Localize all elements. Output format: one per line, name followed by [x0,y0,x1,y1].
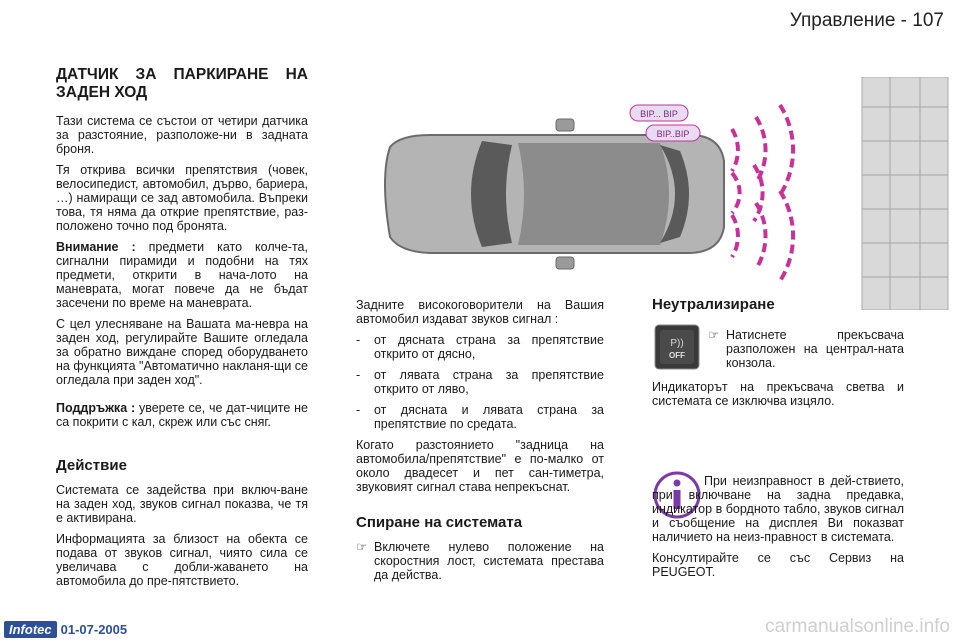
speakers-intro: Задните високоговорители на Вашия автомобил издават звуков сигнал : [356,298,604,326]
info-box [652,474,904,586]
beep-label-2: BIP..BIP [656,129,690,139]
page-title: Управление - 107 [789,10,944,31]
maintenance-text: уверете се, че дат-чиците не са покрити с кал, скреж или със сняг. [56,401,309,429]
svg-text:P)): P)) [670,338,684,349]
paragraph-indicator: Индикаторът на прекъсвача светва и системата се изключва изцяло. [652,380,904,408]
stop-instruction: ☞ Включете нулево положение на скоростния лост, системата престава да действа. [356,540,604,582]
left-column [56,66,308,595]
infotec-logo: Infotec [4,621,57,638]
paragraph-action-2: Информацията за близост на обекта се подава от звуков сигнал, чиято сила се увеличава с добли-жаването на автомобила до пре-пятствието. [56,532,308,588]
paragraph-detection: Тя открива всички препятствия (човек, велосипедист, автомобил, дърво, бариера, …) намиращи се зад автомобила. Въпреки това, тя няма да открие препятствие, раз-положено точно под бронята. [56,163,308,233]
svg-text:OFF: OFF [669,351,685,360]
info-paragraph-1: При неизправност в дей-ствието, при включване на задна предавка, индикатор в бордното табло, звуков сигнал и съобщение на дисплея Ви показват наличието на неиз-правност в системата. [652,474,904,544]
neutralize-instruction: ☞ Натиснете прекъсвача разположен на централ-ната конзола. [708,328,904,370]
pointing-hand-icon: ☞ [356,540,368,554]
subsection-title-neutralize: Неутрализиране [652,296,775,313]
paragraph-maintenance [56,401,308,429]
subsection-title-action: Действие [56,457,127,474]
obstacle-wall [862,77,948,310]
info-paragraph-2: Консултирайте се със Сервиз на PEUGEOT. [652,551,904,579]
list-item: - от дясната страна за препятствие открито от дясно, [356,333,604,361]
paragraph-warning [56,240,308,310]
list-item: - от дясната и лявата страна за препятствие по средата. [356,403,604,431]
paragraph-action-1: Системата се задейства при включ-ване на заден ход, звуков сигнал показва, че тя е активирана. [56,483,308,525]
footer [4,620,127,638]
paragraph-intro: Тази система се състои от четири датчика за разстояние, разположе-ни в задната броня. [56,114,308,156]
pointing-hand-icon: ☞ [708,328,720,342]
watermark: carmanualsonline.info [765,616,950,637]
middle-column [356,298,604,582]
parking-sensor-off-switch-icon [654,324,700,370]
beep-label-1: BIP... BIP [640,109,678,119]
parking-sensor-illustration [360,77,950,310]
section-title: ДАТЧИК ЗА ПАРКИРАНЕ НА ЗАДЕН ХОД [56,66,308,101]
edition-date: 01-07-2005 [60,621,128,637]
maintenance-label: Поддръжка : [56,401,136,415]
subsection-title-stop: Спиране на системата [356,514,523,531]
paragraph-distance: Когато разстоянието "задница на автомобила/препятствие" е по-малко от около двадесет и пет сан-тиметра, звуковият сигнал става непрекъснат. [356,438,604,494]
list-item: - от лявата страна за препятствие открито от ляво, [356,368,604,396]
warning-label: Внимание : [56,240,136,254]
paragraph-mirrors: С цел улесняване на Вашата ма-невра на заден ход, регулирайте Вашите огледала за обратно виждане според оборудването на функцията "Автоматично накланя-щи се огледала при заден ход". [56,317,308,387]
warning-text: предмети като колче-та, сигнални пирамиди и подобни на тях предмети, открити в нача-лото на маневрата, могат повече да не бъдат засечени по време на маневрата. [56,240,308,310]
